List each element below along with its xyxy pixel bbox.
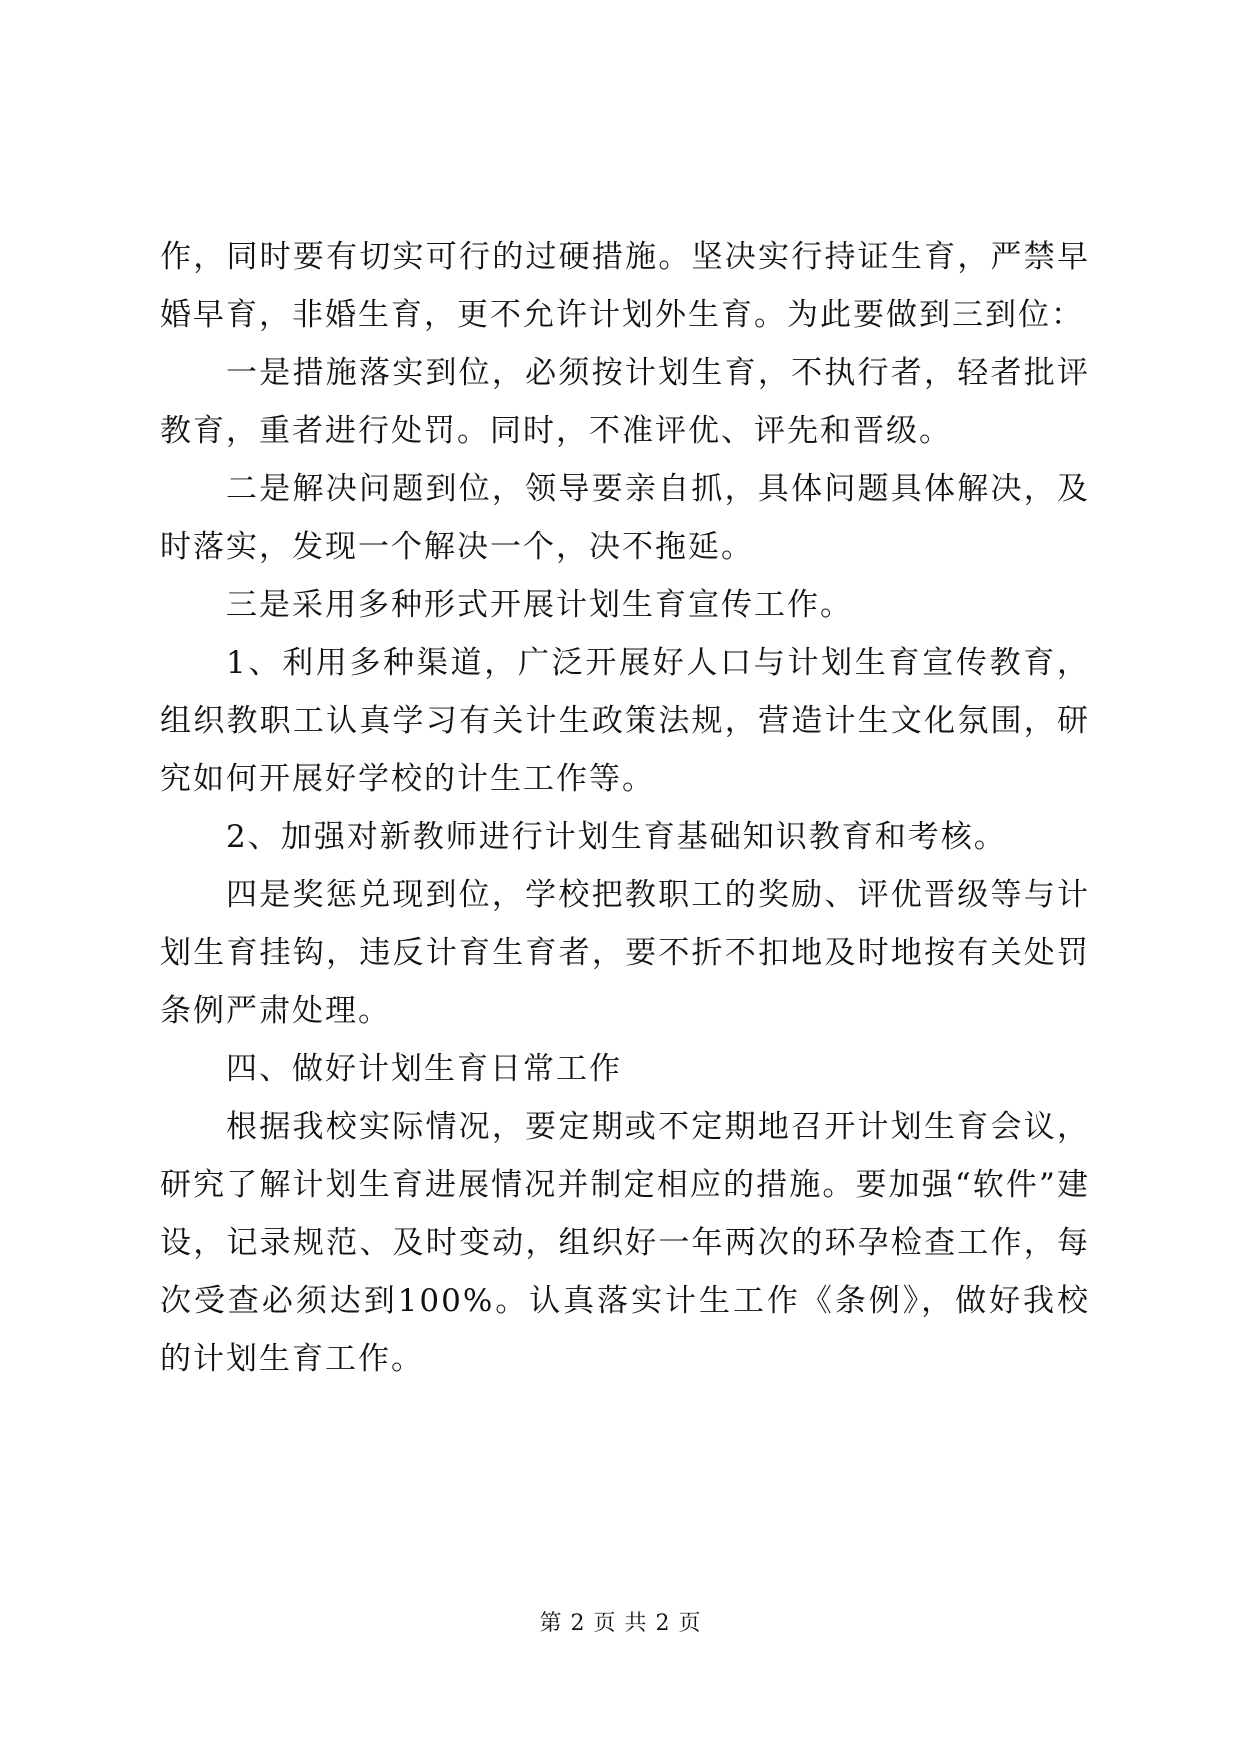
paragraph-item-1: 1、利用多种渠道，广泛开展好人口与计划生育宣传教育，组织教职工认真学习有关计生政策法规，营造计生文化氛围，研究如何开展好学校的计生工作等。 — [160, 645, 1090, 797]
paragraph-measure-4: 四是奖惩兑现到位，学校把教职工的奖励、评优晋级等与计划生育挂钩，违反计育生育者，要不折不扣地及时地按有关处罚条例严肃处理。 — [160, 877, 1090, 1029]
paragraph-daily-work: 根据我校实际情况，要定期或不定期地召开计划生育会议，研究了解计划生育进展情况并制定相应的措施。要加强“软件”建设，记录规范、及时变动，组织好一年两次的环孕检查工作，每次受查必须达到100%。认真落实计生工作《条例》，做好我校的计划生育工作。 — [160, 1109, 1090, 1377]
paragraph-continuation: 作，同时要有切实可行的过硬措施。坚决实行持证生育，严禁早婚早育，非婚生育，更不允许计划外生育。为此要做到三到位： — [160, 239, 1090, 333]
paragraph-measure-3: 三是采用多种形式开展计划生育宣传工作。 — [226, 587, 853, 623]
document-body — [160, 228, 1090, 1388]
page-number-footer: 第 2 页 共 2 页 — [539, 1611, 702, 1636]
paragraph-measure-2: 二是解决问题到位，领导要亲自抓，具体问题具体解决，及时落实，发现一个解决一个，决不拖延。 — [160, 471, 1090, 565]
paragraph-item-2: 2、加强对新教师进行计划生育基础知识教育和考核。 — [226, 819, 1007, 855]
section-heading: 四、做好计划生育日常工作 — [226, 1051, 622, 1087]
paragraph-measure-1: 一是措施落实到位，必须按计划生育，不执行者，轻者批评教育，重者进行处罚。同时，不准评优、评先和晋级。 — [160, 355, 1090, 449]
